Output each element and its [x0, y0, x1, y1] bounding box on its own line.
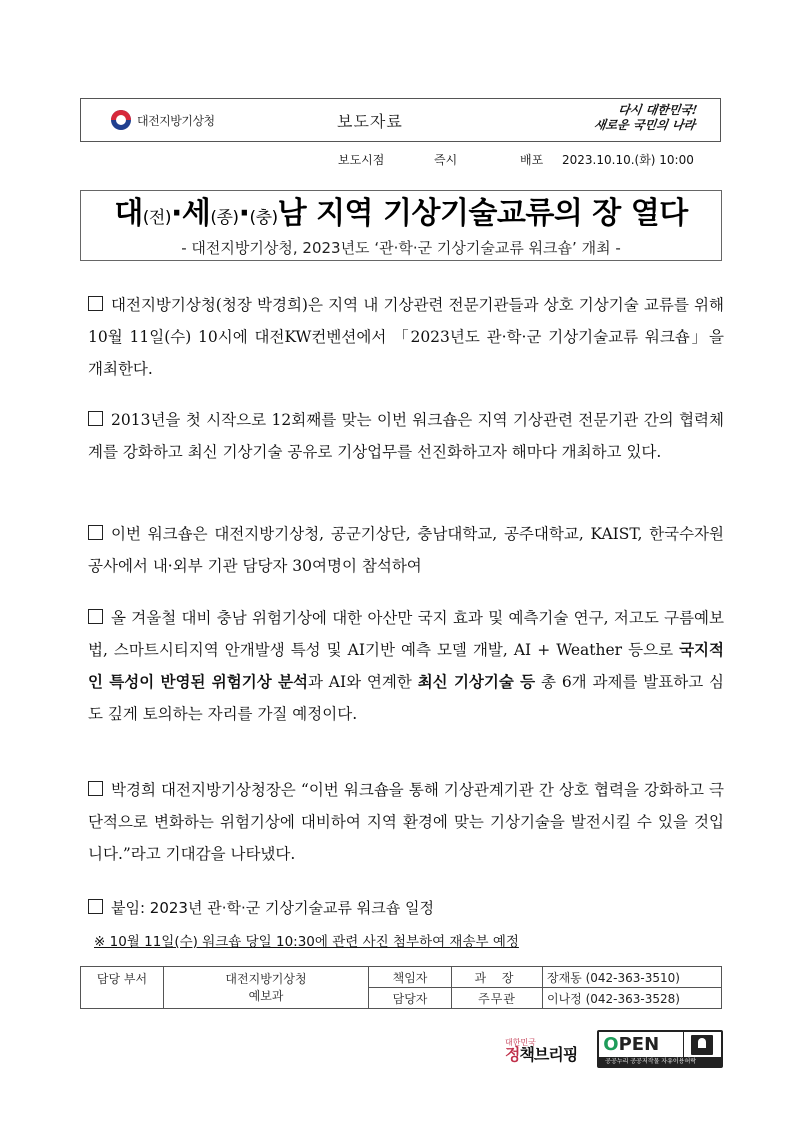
checkbox-bullet-icon	[88, 296, 103, 311]
resend-note: ※ 10월 11일(수) 워크숍 당일 10:30에 관련 사진 첨부하여 재송부 예정	[94, 934, 519, 950]
release-time-label: 보도시점	[338, 153, 385, 167]
release-time-value: 즉시	[434, 153, 458, 167]
slogan-line-2: 새로운 국민의 나라	[592, 118, 696, 132]
open-license-badge	[597, 1030, 723, 1068]
slogan-line-1: 다시 대한민국!	[617, 103, 699, 117]
checkbox-bullet-icon	[88, 899, 103, 914]
title-part: ·세	[170, 196, 211, 231]
policy-briefing-logo	[505, 1037, 578, 1064]
paragraph-3	[88, 518, 724, 582]
dept-name	[164, 967, 369, 1009]
agency-logo	[111, 110, 215, 130]
agency-name: 대전지방기상청	[137, 113, 215, 128]
paragraph-text: 2013년을 첫 시작으로 12회째를 맞는 이번 워크숍은 지역 기상관련 전문기관 간의 협력체계를 강화하고 최신 기상기술 공유로 기상업무를 선진화하고자 해마다 개최하고 있다.	[88, 411, 724, 461]
paragraph-text: 대전지방기상청(청장 박경희)은 지역 내 기상관련 전문기관들과 상호 기상기술 교류를 위해 10월 11일(수) 10시에 대전KW컨벤션에서 「2023년도 관·학·군 기상기술교류 워크숍」을 개최한다.	[88, 296, 724, 378]
dept-line-1: 대전지방기상청	[225, 971, 307, 986]
contact-person: 이나정 (042-363-3528)	[543, 988, 722, 1009]
header-box	[80, 98, 721, 142]
attachment-label: 붙임: 2023년 관·학·군 기상기술교류 워크숍 일정	[111, 899, 434, 917]
open-label: OPEN	[603, 1034, 660, 1055]
doc-type-title: 보도자료	[337, 112, 403, 131]
title-part: 대	[114, 196, 143, 231]
title-part-small: (전)	[142, 208, 171, 228]
paragraph-bold-text: 국지적인 특성이 반영된 위험기상 분석	[88, 640, 724, 691]
briefing-red-text: 정	[505, 1045, 520, 1064]
contact-person: 장재동 (042-363-3510)	[543, 967, 722, 988]
paragraph-text: 총 6개 과제를 발표하고 심도 깊게 토의하는 자리를 가질 예정이다.	[88, 673, 724, 723]
briefing-small-text: 대한민국	[505, 1038, 536, 1047]
paragraph-1	[88, 289, 724, 385]
slogan	[593, 103, 698, 133]
checkbox-bullet-icon	[88, 411, 103, 426]
attachment	[88, 897, 434, 918]
release-info	[338, 151, 694, 168]
checkbox-bullet-icon	[88, 525, 103, 540]
contact-position: 주무관	[452, 988, 543, 1009]
distribution-value: 2023.10.10.(화) 10:00	[562, 153, 694, 167]
paragraph-text: 박경희 대전지방기상청장은 “이번 워크숍을 통해 기상관계기관 간 상호 협력을 강화하고 극단적으로 변화하는 위험기상에 대비하여 지역 환경에 맞는 기상기술을 발전시킬 수 있을 것입니다.”라고 기대감을 나타냈다.	[88, 781, 724, 863]
distribution-label: 배포	[520, 153, 544, 167]
title-part: ·	[238, 196, 250, 231]
title-box	[80, 190, 722, 261]
title-part-small: (종)	[210, 208, 239, 228]
paragraph-4	[88, 602, 724, 730]
contact-table	[80, 966, 722, 1009]
dept-line-2: 예보과	[248, 988, 284, 1003]
sub-title: - 대전지방기상청, 2023년도 ‘관·학·군 기상기술교류 워크숍’ 개최 -	[181, 239, 621, 257]
checkbox-bullet-icon	[88, 609, 103, 624]
paragraph-bold-text: 최신 기상기술 등	[417, 672, 536, 691]
contact-role: 담당자	[369, 988, 452, 1009]
open-divider	[683, 1032, 684, 1058]
paragraph-text: 이번 워크숍은 대전지방기상청, 공군기상단, 충남대학교, 공주대학교, KAIST, 한국수자원공사에서 내·외부 기관 담당자 30여명이 참석하여	[88, 525, 724, 575]
main-title	[81, 197, 721, 235]
paragraph-text: 과 AI와 연계한	[307, 673, 418, 691]
footer-logos	[505, 1030, 723, 1068]
title-part-small: (충)	[249, 208, 278, 228]
dept-label: 담당 부서	[81, 967, 164, 1009]
contact-position: 과 장	[452, 967, 543, 988]
checkbox-bullet-icon	[88, 781, 103, 796]
open-bar-text: 공공누리 공공저작물 자유이용허락	[599, 1057, 721, 1066]
contact-role: 책임자	[369, 967, 452, 988]
paragraph-2	[88, 404, 724, 468]
paragraph-text: 올 겨울철 대비 충남 위험기상에 대한 아산만 국지 효과 및 예측기술 연구, 저고도 구름예보법, 스마트시티지역 안개발생 특성 및 AI기반 예측 모델 개발, AI + Weather 등으로	[88, 609, 724, 659]
title-part: 남 지역 기상기술교류의 장 열다	[277, 196, 688, 231]
table-row	[81, 967, 722, 988]
paragraph-5	[88, 774, 724, 870]
briefing-text: 책브리핑	[519, 1045, 578, 1064]
attribution-person-icon	[691, 1035, 713, 1055]
taeguk-emblem-icon	[111, 110, 131, 130]
